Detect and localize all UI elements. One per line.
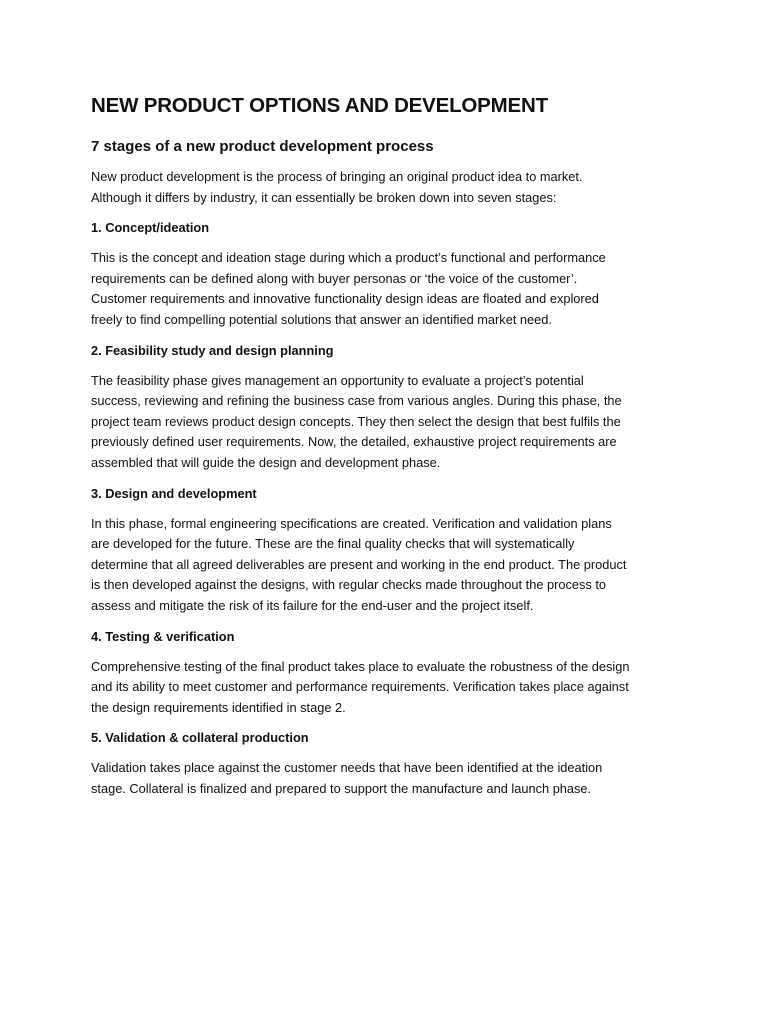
section-heading: 4. Testing & verification (91, 628, 235, 644)
section-design-development (91, 484, 691, 617)
paragraph-line: and its ability to meet customer and performance requirements. Verification takes place against (91, 679, 629, 695)
document-page (91, 92, 691, 809)
section-heading: 2. Feasibility study and design planning (91, 342, 334, 358)
paragraph-line: assembled that will guide the design and development phase. (91, 454, 441, 470)
paragraph-line: Comprehensive testing of the final product takes place to evaluate the robustness of the design (91, 658, 630, 674)
section-validation-collateral (91, 728, 691, 799)
section-testing-verification (91, 627, 691, 719)
section-heading: 5. Validation & collateral production (91, 730, 309, 746)
section-paragraph (91, 371, 691, 474)
paragraph-line: determine that all agreed deliverables are present and working in the end product. The product (91, 556, 627, 572)
section-paragraph (91, 514, 691, 617)
section-feasibility-study (91, 341, 691, 474)
paragraph-line: stage. Collateral is finalized and prepared to support the manufacture and launch phase. (91, 780, 592, 796)
paragraph-line: project team reviews product design concepts. They then select the design that best fulfils the (91, 413, 621, 429)
section-concept-ideation (91, 218, 691, 330)
paragraph-line: The feasibility phase gives management an opportunity to evaluate a project’s potential (91, 372, 584, 388)
paragraph-line: Validation takes place against the customer needs that have been identified at the ideation (91, 760, 603, 776)
paragraph-line: are developed for the future. These are the final quality checks that will systematically (91, 536, 575, 552)
paragraph-line: requirements can be defined along with buyer personas or ‘the voice of the customer’. (91, 270, 578, 286)
paragraph-line: success, reviewing and refining the business case from various angles. During this phase, the (91, 393, 622, 409)
paragraph-line: This is the concept and ideation stage during which a product’s functional and performance (91, 250, 606, 266)
section-paragraph (91, 657, 691, 719)
intro-line: Although it differs by industry, it can essentially be broken down into seven stages: (91, 189, 557, 205)
paragraph-line: previously defined user requirements. Now, the detailed, exhaustive project requirements are (91, 434, 617, 450)
section-heading: 1. Concept/ideation (91, 220, 210, 236)
intro-line: New product development is the process of bringing an original product idea to market. (91, 169, 583, 184)
paragraph-line: assess and mitigate the risk of its failure for the end-user and the project itself. (91, 597, 534, 613)
paragraph-line: is then developed against the designs, with regular checks made throughout the process to (91, 577, 607, 593)
paragraph-line: the design requirements identified in stage 2. (91, 699, 346, 715)
section-paragraph (91, 758, 691, 799)
paragraph-line: In this phase, formal engineering specifications are created. Verification and validation plans (91, 515, 612, 531)
paragraph-line: Customer requirements and innovative functionality design ideas are floated and explored (91, 291, 599, 307)
paragraph-line: freely to find compelling potential solutions that answer an identified market need. (91, 311, 552, 327)
document-subtitle: 7 stages of a new product development process (91, 138, 434, 155)
intro-paragraph (91, 167, 691, 208)
section-paragraph (91, 248, 691, 330)
section-heading: 3. Design and development (91, 485, 257, 501)
document-title: NEW PRODUCT OPTIONS AND DEVELOPMENT (91, 94, 548, 117)
